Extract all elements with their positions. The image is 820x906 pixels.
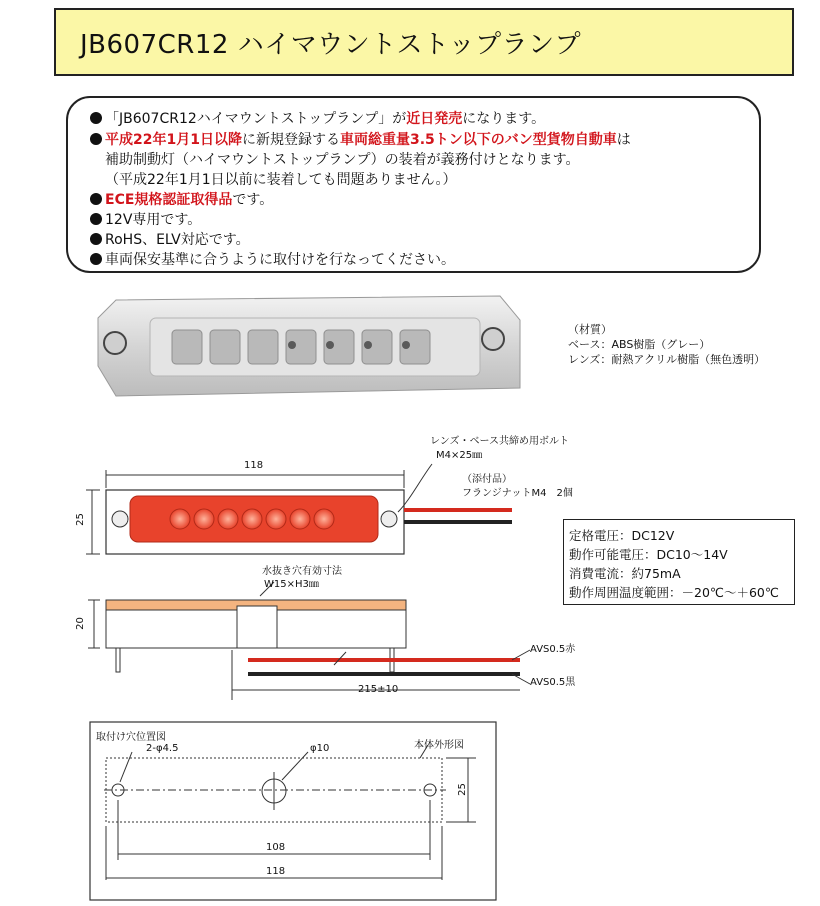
bolt-label: レンズ・ベース共締め用ボルト [430,436,569,447]
hole-small-label: 2-φ4.5 [146,743,179,754]
photo-led-row [172,330,430,364]
drain-size: W15×H3㎜ [264,579,319,590]
notice-line-release: 「JB607CR12ハイマウントストップランプ」が近日発売になります。 [90,108,545,128]
material-info [568,322,765,367]
bolt-icon [381,511,397,527]
wire-length-label: 215±10 [358,684,399,695]
wire-black-label: AVS0.5黒 [530,677,576,688]
notice-line-rohs: RoHS、ELV対応です。 [90,229,250,249]
side-view [88,582,530,700]
dim-height-25: 25 [74,513,86,526]
notice-line-obligation: 補助制動灯（ハイマウントストップランプ）の装着が義務付けとなります。 [105,152,580,168]
spec-current: 消費電流：約75mA [569,566,681,581]
spec-temperature: 動作周囲温度範囲：－20℃～＋60℃ [569,585,779,600]
material-lens: レンズ：耐熱アクリル樹脂（無色透明） [568,353,766,366]
product-title: JB607CR12 ハイマウントストップランプ [80,30,582,60]
drain-label: 水抜き穴有効寸法 [262,566,342,577]
outline-label: 本体外形図 [414,740,464,751]
mount-title: 取付け穴位置図 [96,732,166,743]
accessory-label: フランジナットM4 2個 [462,488,573,499]
material-heading: （材質） [568,323,612,336]
mount-pitch-label: 108 [266,842,286,853]
mount-height-label: 25 [456,783,468,796]
notice-line-regulation: 平成22年1月1日以降に新規登録する車両総重量3.5トン以下のバン型貨物自動車は [90,129,631,149]
notice-line-12v: 12V専用です。 [90,209,201,229]
spec-voltage: 定格電圧：DC12V [569,528,675,543]
notice-line-install: 車両保安基準に合うように取付けを行なってください。 [90,249,455,269]
material-base: ベース：ABS樹脂（グレー） [568,338,711,351]
notice-line-ece: ECE規格認証取得品です。 [90,189,273,209]
notice-line-note: （平成22年1月1日以前に装着しても問題ありません。） [105,172,457,188]
screw-icon [104,332,126,354]
hole-large-label: φ10 [310,743,330,754]
wire-red-label: AVS0.5赤 [530,644,576,655]
screw-icon [482,328,504,350]
product-photo [98,296,520,396]
dim-width-118: 118 [244,460,264,471]
bolt-icon [112,511,128,527]
accessory-heading: （添付品） [462,474,512,485]
dim-height-20: 20 [74,617,86,630]
bolt-size: M4×25㎜ [436,450,483,461]
spec-operating-voltage: 動作可能電圧：DC10～14V [569,547,728,562]
mount-width-label: 118 [266,866,286,877]
spec-box [563,519,795,605]
front-view [86,464,512,554]
